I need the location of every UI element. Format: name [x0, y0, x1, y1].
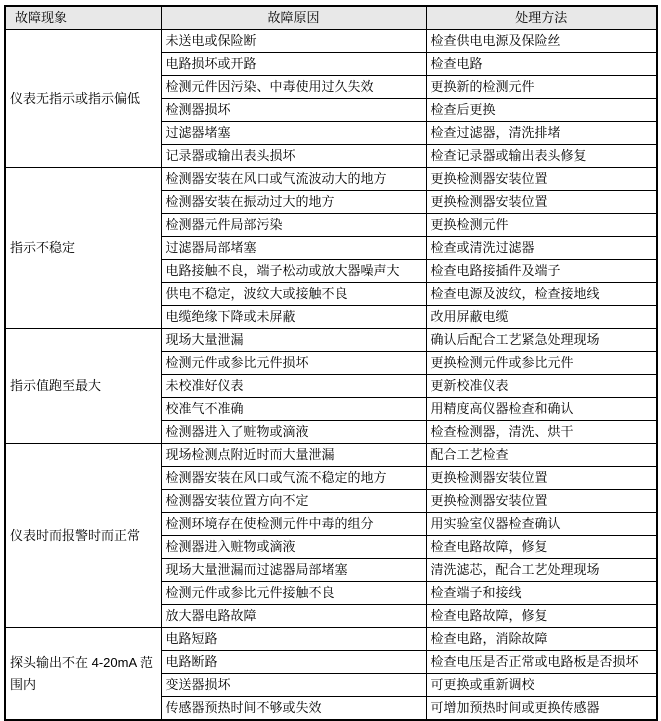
- remedy-cell: 用精度高仪器检查和确认: [426, 398, 657, 421]
- remedy-cell: 用实验室仪器检查确认: [426, 513, 657, 536]
- cause-cell: 电路损坏或开路: [161, 53, 426, 76]
- cause-cell: 放大器电路故障: [161, 605, 426, 628]
- remedy-cell: 检查电压是否正常或电路板是否损坏: [426, 651, 657, 674]
- remedy-cell: 改用屏蔽电缆: [426, 306, 657, 329]
- cause-cell: 电路接触不良，端子松动或放大器噪声大: [161, 260, 426, 283]
- remedy-cell: 检查电路故障，修复: [426, 605, 657, 628]
- cause-cell: 检测元件或参比元件接触不良: [161, 582, 426, 605]
- remedy-cell: 配合工艺检查: [426, 444, 657, 467]
- remedy-cell: 更换检测器安装位置: [426, 191, 657, 214]
- remedy-cell: 更新校准仪表: [426, 375, 657, 398]
- remedy-cell: 更换新的检测元件: [426, 76, 657, 99]
- cause-cell: 现场大量泄漏: [161, 329, 426, 352]
- remedy-cell: 检查后更换: [426, 99, 657, 122]
- cause-cell: 过滤器局部堵塞: [161, 237, 426, 260]
- cause-cell: 检测元件或参比元件损坏: [161, 352, 426, 375]
- table-row: [5, 30, 657, 53]
- cause-cell: 电路短路: [161, 628, 426, 651]
- cause-cell: 检测元件因污染、中毒使用过久失效: [161, 76, 426, 99]
- remedy-cell: 检查检测器，清洗、烘干: [426, 421, 657, 444]
- cause-cell: 现场检测点附近时而大量泄漏: [161, 444, 426, 467]
- header-fault-phenomenon: 故障现象: [5, 6, 161, 30]
- phenomenon-cell: 指示值跑至最大: [5, 329, 161, 444]
- cause-cell: 电路断路: [161, 651, 426, 674]
- cause-cell: 校准气不准确: [161, 398, 426, 421]
- remedy-cell: 检查记录器或输出表头修复: [426, 145, 657, 168]
- cause-cell: 检测器损坏: [161, 99, 426, 122]
- remedy-cell: 清洗滤芯，配合工艺处理现场: [426, 559, 657, 582]
- fault-table-container: [4, 5, 658, 721]
- remedy-cell: 可增加预热时间或更换传感器: [426, 697, 657, 721]
- phenomenon-cell: 指示不稳定: [5, 168, 161, 329]
- cause-cell: 未校准好仪表: [161, 375, 426, 398]
- header-remedy: 处理方法: [426, 6, 657, 30]
- cause-cell: 变送器损坏: [161, 674, 426, 697]
- remedy-cell: 检查电路，消除故障: [426, 628, 657, 651]
- table-header-row: [5, 6, 657, 30]
- fault-diagnosis-table: [4, 5, 658, 721]
- header-fault-cause: 故障原因: [161, 6, 426, 30]
- cause-cell: 供电不稳定，波纹大或接触不良: [161, 283, 426, 306]
- remedy-cell: 更换检测器安装位置: [426, 467, 657, 490]
- cause-cell: 检测器安装在风口或气流不稳定的地方: [161, 467, 426, 490]
- cause-cell: 记录器或输出表头损坏: [161, 145, 426, 168]
- remedy-cell: 更换检测元件或参比元件: [426, 352, 657, 375]
- cause-cell: 检测环境存在使检测元件中毒的组分: [161, 513, 426, 536]
- remedy-cell: 确认后配合工艺紧急处理现场: [426, 329, 657, 352]
- remedy-cell: 检查端子和接线: [426, 582, 657, 605]
- remedy-cell: 更换检测元件: [426, 214, 657, 237]
- cause-cell: 检测器进入赃物或滴液: [161, 536, 426, 559]
- remedy-cell: 检查过滤器，清洗排堵: [426, 122, 657, 145]
- remedy-cell: 检查电路接插件及端子: [426, 260, 657, 283]
- remedy-cell: 可更换或重新调校: [426, 674, 657, 697]
- table-row: [5, 329, 657, 352]
- table-row: [5, 444, 657, 467]
- phenomenon-cell: 仪表无指示或指示偏低: [5, 30, 161, 168]
- cause-cell: 检测器安装在风口或气流波动大的地方: [161, 168, 426, 191]
- remedy-cell: 检查电路: [426, 53, 657, 76]
- cause-cell: 电缆绝缘下降或未屏蔽: [161, 306, 426, 329]
- phenomenon-cell: 仪表时而报警时而正常: [5, 444, 161, 628]
- cause-cell: 检测器安装位置方向不定: [161, 490, 426, 513]
- cause-cell: 未送电或保险断: [161, 30, 426, 53]
- remedy-cell: 更换检测器安装位置: [426, 168, 657, 191]
- cause-cell: 检测器进入了赃物或滴液: [161, 421, 426, 444]
- remedy-cell: 检查或清洗过滤器: [426, 237, 657, 260]
- table-row: [5, 628, 657, 651]
- cause-cell: 过滤器堵塞: [161, 122, 426, 145]
- cause-cell: 传感器预热时间不够或失效: [161, 697, 426, 721]
- cause-cell: 检测器元件局部污染: [161, 214, 426, 237]
- cause-cell: 现场大量泄漏而过滤器局部堵塞: [161, 559, 426, 582]
- remedy-cell: 检查电路故障，修复: [426, 536, 657, 559]
- table-row: [5, 168, 657, 191]
- phenomenon-cell: 探头输出不在 4-20mA 范围内: [5, 628, 161, 721]
- cause-cell: 检测器安装在振动过大的地方: [161, 191, 426, 214]
- remedy-cell: 检查电源及波纹，检查接地线: [426, 283, 657, 306]
- remedy-cell: 检查供电电源及保险丝: [426, 30, 657, 53]
- remedy-cell: 更换检测器安装位置: [426, 490, 657, 513]
